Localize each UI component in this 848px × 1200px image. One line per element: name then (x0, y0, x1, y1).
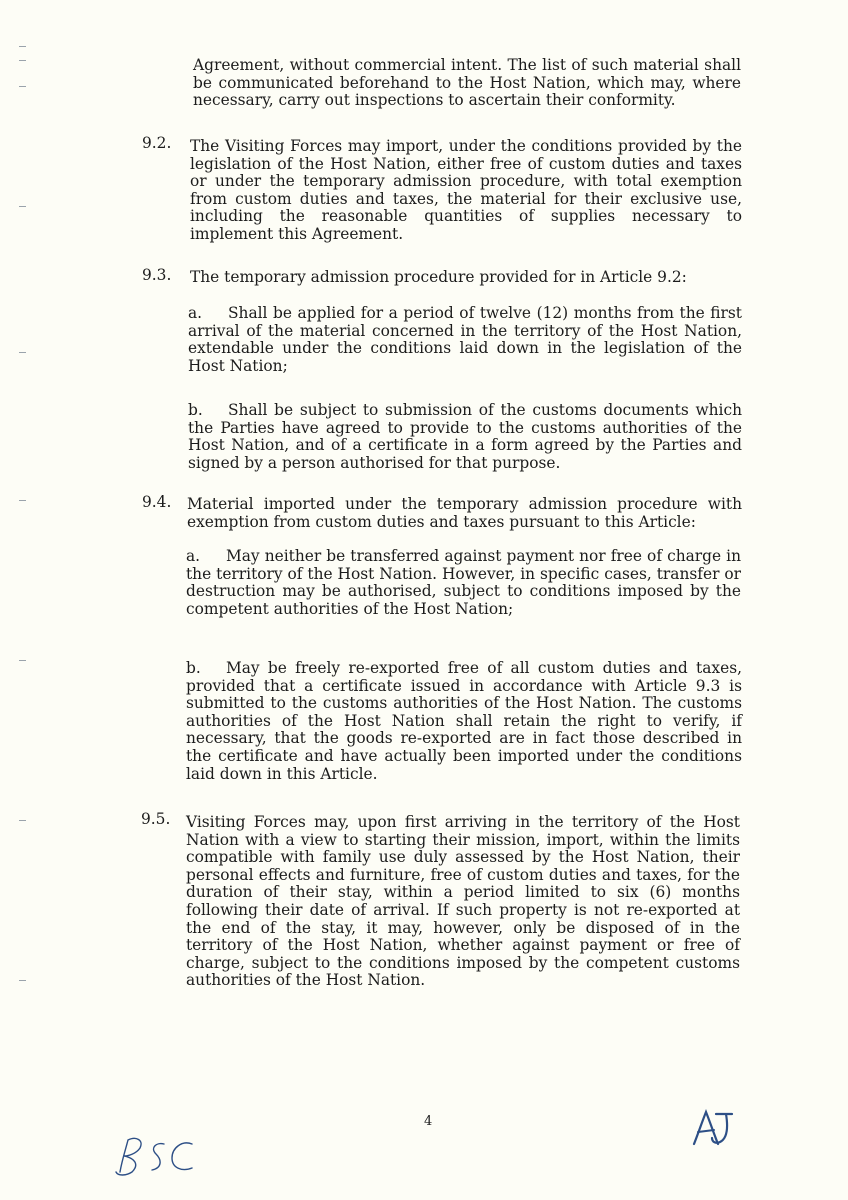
item-marker: a. (188, 304, 203, 322)
margin-mark (19, 820, 26, 821)
margin-mark (19, 46, 26, 47)
item-text: May neither be transferred against payment nor free of charge in the territory of the Host Nation. However, in specific cases, transfer or destruction may be authorised, subject to conditions imposed by the competent authorities of the Host Nation; (186, 547, 741, 618)
paragraph-9-4: Material imported under the temporary admission procedure with exemption from custom duties and taxes pursuant to this Article: (187, 495, 742, 531)
page-number: 4 (424, 1114, 433, 1129)
paragraph-number-9-4: 9.4. (142, 493, 172, 511)
margin-mark (19, 500, 26, 501)
item-text: May be freely re-exported free of all custom duties and taxes, provided that a certificate issued in accordance with Article 9.3 is submitted to the customs authorities of the Host Nation. The customs authorities of the Host Nation shall retain the right to verify, if necessary, that the goods re-exported are in fact those described in the certificate and have actually been imported under the conditions laid down in this Article. (186, 659, 742, 783)
initials-right-signature (688, 1108, 736, 1148)
item-marker: a. (186, 547, 201, 565)
paragraph-9-4-b (186, 660, 742, 783)
margin-mark (19, 352, 26, 353)
paragraph-9-5: Visiting Forces may, upon first arriving in the territory of the Host Nation with a view to starting their mission, import, within the limits compatible with family use duly assessed by the Host Nation, their personal effects and furniture, free of custom duties and taxes, for the duration of their stay, within a period limited to six (6) months following their date of arrival. If such property is not re-exported at the end of the stay, it may, however, only be disposed of in the territory of the Host Nation, whether against payment or free of charge, subject to the conditions imposed by the competent customs authorities of the Host Nation. (186, 813, 740, 990)
margin-mark (19, 660, 26, 661)
item-marker: b. (188, 401, 203, 419)
margin-mark (19, 60, 26, 61)
paragraph-9-3-b (188, 402, 742, 472)
paragraph-number-9-2: 9.2. (142, 134, 172, 152)
paragraph-number-9-3: 9.3. (142, 266, 172, 284)
paragraph-9-3: The temporary admission procedure provided for in Article 9.2: (190, 268, 687, 286)
paragraph-9-4-a (186, 548, 741, 618)
item-marker: b. (186, 659, 201, 677)
initials-left-signature (106, 1132, 198, 1180)
paragraph-9-3-a (188, 305, 742, 375)
margin-mark (19, 980, 26, 981)
paragraph-9-2: The Visiting Forces may import, under the conditions provided by the legislation of the Host Nation, either free of custom duties and taxes or under the temporary admission procedure, with total exemption from custom duties and taxes, the material for their exclusive use, including the reasonable quantities of supplies necessary to implement this Agreement. (190, 137, 742, 243)
item-text: Shall be applied for a period of twelve (12) months from the first arrival of the material concerned in the territory of the Host Nation, extendable under the conditions laid down in the legislation of the Host Nation; (188, 304, 742, 375)
item-text: Shall be subject to submission of the customs documents which the Parties have agreed to provide to the customs authorities of the Host Nation, and of a certificate in a form agreed by the Parties and signed by a person authorised for that purpose. (188, 401, 742, 472)
margin-mark (19, 86, 26, 87)
paragraph-9-1-continuation: Agreement, without commercial intent. The list of such material shall be communicated beforehand to the Host Nation, which may, where necessary, carry out inspections to ascertain their conformity. (193, 56, 741, 110)
margin-mark (19, 206, 26, 207)
paragraph-number-9-5: 9.5. (141, 810, 171, 828)
